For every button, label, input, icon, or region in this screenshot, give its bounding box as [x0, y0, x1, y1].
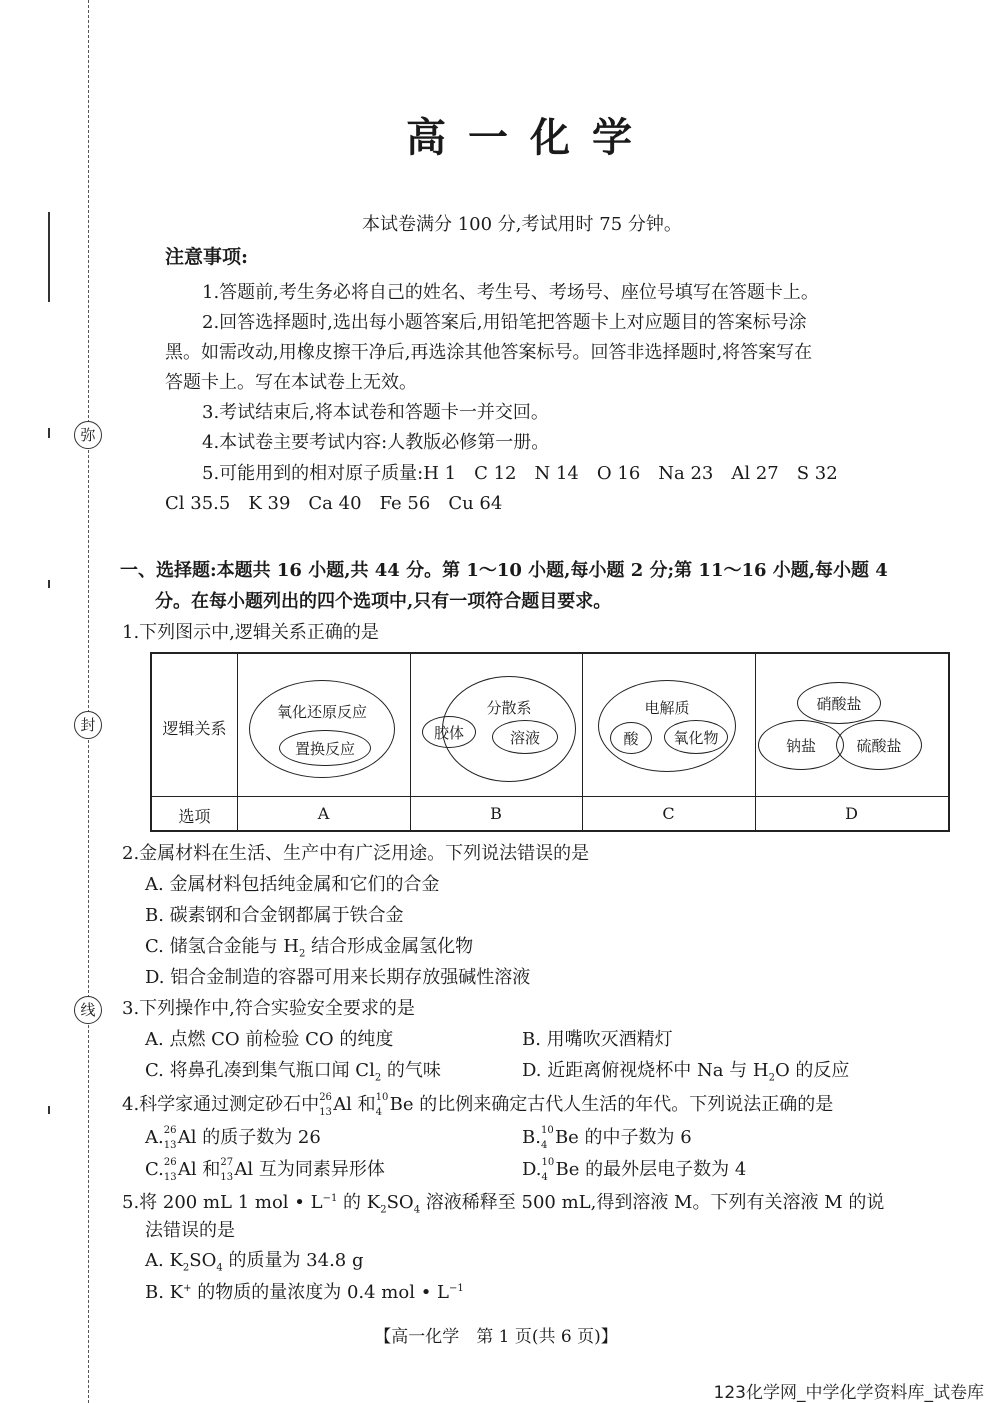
notice-item-1: 1.答题前,考生务必将自己的姓名、考生号、考场号、座位号填写在答题卡上。: [202, 282, 819, 303]
diagram-b-outer: 分散系: [442, 676, 576, 782]
notice-item-2-cont2: 答题卡上。写在本试卷上无效。: [165, 372, 417, 393]
notice-item-4: 4.本试卷主要考试内容:人教版必修第一册。: [202, 432, 550, 453]
diagram-a-outer: 氧化还原反应: [249, 680, 395, 778]
q3-stem: 3.下列操作中,符合实验安全要求的是: [122, 998, 415, 1019]
q5-stem-cont: 法错误的是: [145, 1220, 235, 1241]
margin-tick: [48, 428, 50, 438]
margin-tick: [48, 212, 50, 302]
page-footer: 【高一化学 第 1 页(共 6 页)】: [374, 1327, 618, 1347]
q2-option-b: B. 碳素钢和合金钢都属于铁合金: [145, 905, 404, 926]
q3-option-d: D. 近距离俯视烧杯中 Na 与 $H_2O$ 的反应: [522, 1060, 850, 1084]
row-label-option: 选项: [178, 807, 211, 826]
notice-item-2-cont: 黑。如需改动,用橡皮擦干净后,再选涂其他答案标号。回答非选择题时,将答案写在: [165, 342, 813, 363]
q3-option-a: A. 点燃 CO 前检验 CO 的纯度: [145, 1029, 394, 1050]
option-b: B: [490, 804, 502, 823]
option-a: A: [317, 804, 330, 823]
section-heading-cont: 分。在每小题列出的四个选项中,只有一项符合题目要求。: [155, 591, 612, 612]
q2-stem: 2.金属材料在生活、生产中有广泛用途。下列说法错误的是: [122, 843, 590, 864]
q2-option-c: C. 储氢合金能与 $H_2$ 结合形成金属氢化物: [145, 936, 474, 960]
q4-option-b: B. 10 4 Be 的中子数为 6: [522, 1125, 692, 1151]
binding-line: [88, 0, 89, 1403]
q4-stem: 4.科学家通过测定砂石中 26 13 Al 和 10 4 Be 的比例来确定古代人生活的年代。下列说法正确的是: [122, 1092, 834, 1118]
margin-label-feng: 封: [74, 711, 102, 739]
exam-info: 本试卷满分 100 分,考试用时 75 分钟。: [362, 214, 682, 235]
notice-heading: 注意事项:: [165, 246, 249, 268]
diagram-d-left: 钠盐: [758, 720, 844, 770]
q2-option-a: A. 金属材料包括纯金属和它们的合金: [145, 874, 440, 895]
notice-item-2: 2.回答选择题时,选出每小题答案后,用铅笔把答题卡上对应题目的答案标号涂: [202, 312, 807, 333]
margin-label-xian: 线: [74, 996, 102, 1024]
watermark: 123化学网_中学化学资料库_试卷库: [713, 1383, 984, 1403]
notice-item-5: 5.可能用到的相对原子质量:H 1 C 12 N 14 O 16 Na 23 Al 27 S 32: [202, 463, 838, 484]
margin-tick: [48, 1106, 50, 1114]
q4-option-a: A. 26 13 Al 的质子数为 26: [145, 1125, 321, 1151]
q1-stem: 1.下列图示中,逻辑关系正确的是: [122, 622, 379, 643]
diagram-d-right: 硫酸盐: [836, 720, 922, 770]
margin-tick: [48, 580, 50, 588]
page-title: 高一化学: [406, 114, 654, 161]
option-d: D: [845, 804, 858, 823]
diagram-d-top: 硝酸盐: [797, 682, 881, 724]
q4-option-d: D. 10 4 Be 的最外层电子数为 4: [522, 1157, 747, 1183]
diagram-a-inner: 置换反应: [279, 730, 371, 766]
q5-option-a: A. $K_2SO_4$ 的质量为 34.8 g: [145, 1250, 364, 1274]
option-c: C: [662, 804, 675, 823]
diagram-c-outer: 电解质: [598, 680, 736, 772]
q5-option-b: B. K+ 的物质的量浓度为 0.4 mol • $L^{-1}$: [145, 1282, 464, 1303]
diagram-c-right: 氧化物: [664, 720, 728, 754]
q1-diagram-table: [150, 652, 950, 832]
q2-option-d: D. 铝合金制造的容器可用来长期存放强碱性溶液: [145, 967, 531, 988]
q3-option-b: B. 用嘴吹灭酒精灯: [522, 1029, 673, 1050]
q5-stem: 5.将 200 mL 1 mol • $L^{-1}$ 的 $K_2SO_4$ 溶液稀释至 500 mL,得到溶液 M。下列有关溶液 M 的说: [122, 1192, 885, 1216]
margin-label-mi: 弥: [74, 421, 102, 449]
section-heading: 一、选择题:本题共 16 小题,共 44 分。第 1～10 小题,每小题 2 分;第 11～16 小题,每小题 4: [120, 560, 888, 581]
q4-option-c: C. 26 13 Al 和 27 13 Al 互为同素异形体: [145, 1157, 385, 1183]
row-label-logic: 逻辑关系: [162, 719, 227, 738]
notice-item-3: 3.考试结束后,将本试卷和答题卡一并交回。: [202, 402, 549, 423]
notice-item-5-cont: Cl 35.5 K 39 Ca 40 Fe 56 Cu 64: [165, 493, 503, 514]
diagram-b-right: 溶液: [492, 720, 558, 754]
diagram-b-left: 胶体: [422, 716, 476, 748]
q3-option-c: C. 将鼻孔凑到集气瓶口闻 $Cl_2$ 的气味: [145, 1060, 441, 1084]
diagram-c-left: 酸: [610, 722, 652, 754]
